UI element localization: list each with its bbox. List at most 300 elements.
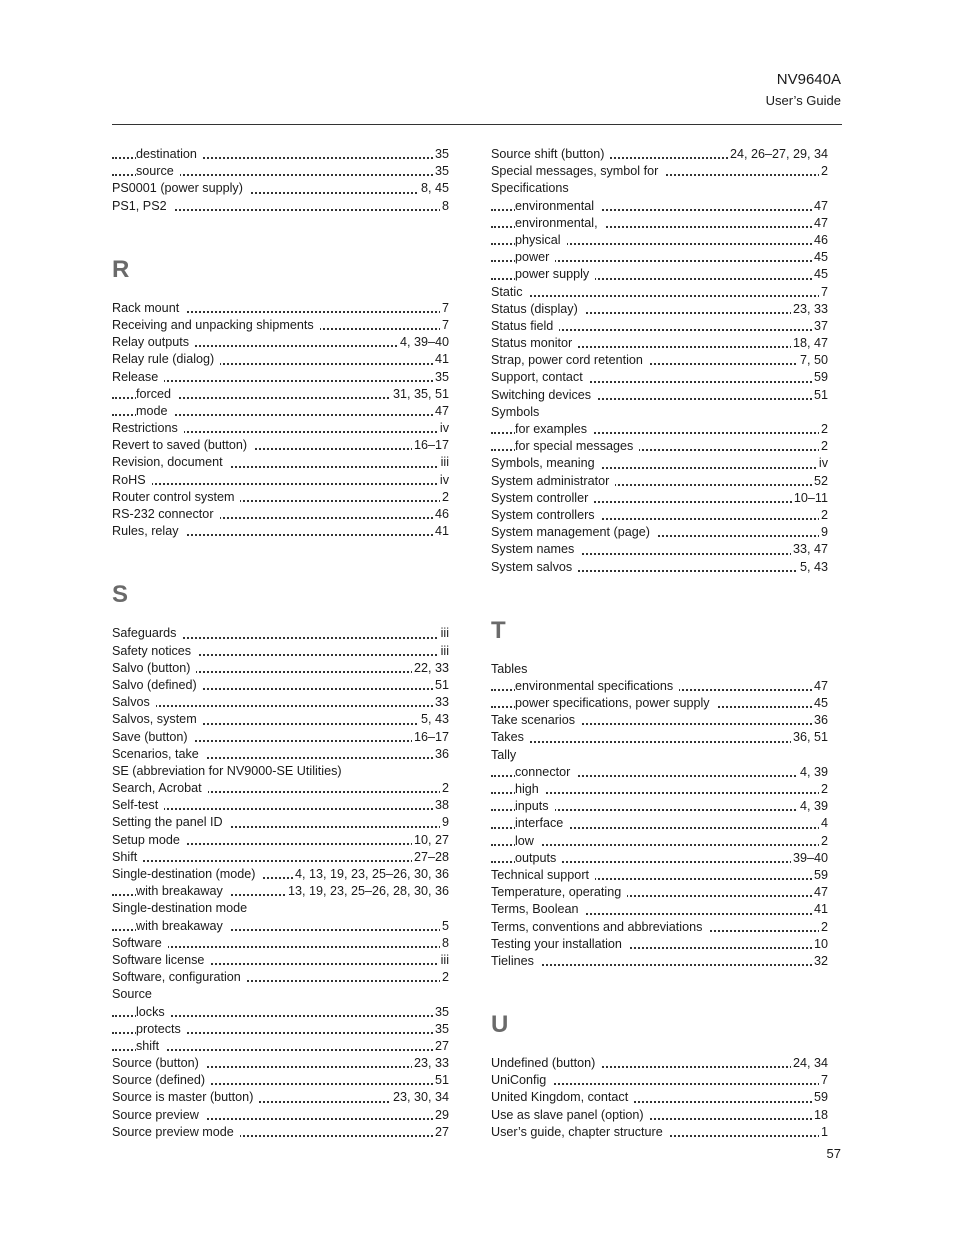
page-reference: 10, 27 [412, 832, 449, 849]
index-subentry [491, 438, 828, 455]
index-entry [112, 729, 449, 746]
page-reference: 35 [433, 146, 449, 163]
index-term: Relay outputs [112, 335, 195, 349]
index-term: source [136, 164, 180, 178]
index-term: Use as slave panel (option) [491, 1108, 650, 1122]
index-term: PS0001 (power supply) [112, 181, 249, 195]
index-term: Salvo (defined) [112, 678, 203, 692]
index-entry [112, 334, 449, 351]
index-term: Strap, power cord retention [491, 353, 649, 367]
page-reference: 4, 39–40 [398, 334, 449, 351]
index-entry [491, 507, 828, 524]
index-entry [491, 1107, 828, 1124]
index-entry [112, 797, 449, 814]
index-term: Symbols, meaning [491, 456, 601, 470]
index-term: Tables [491, 662, 533, 676]
index-term: destination [136, 147, 203, 161]
index-entry [112, 694, 449, 711]
index-term: Tielines [491, 954, 540, 968]
page-reference: 2 [819, 833, 828, 850]
index-subentry [491, 249, 828, 266]
index-entry [491, 884, 828, 901]
index-entry [491, 301, 828, 318]
index-term: Take scenarios [491, 713, 581, 727]
index-subentry [491, 215, 828, 232]
index-term: Salvos, system [112, 712, 203, 726]
index-entry [112, 472, 449, 489]
index-term: locks [136, 1005, 171, 1019]
index-term: United Kingdom, contact [491, 1090, 634, 1104]
page-reference: 1 [819, 1124, 828, 1141]
index-entry [112, 986, 449, 1003]
index-term: Restrictions [112, 421, 184, 435]
page-reference: 59 [812, 369, 828, 386]
index-term: System administrator [491, 474, 615, 488]
index-term: high [515, 782, 545, 796]
index-subentry [112, 386, 449, 403]
index-entry [112, 198, 449, 215]
index-entry [112, 180, 449, 197]
page-reference: 2 [819, 163, 828, 180]
page-reference: 23, 30, 34 [391, 1089, 449, 1106]
index-term: System management (page) [491, 525, 656, 539]
index-term: Software license [112, 953, 210, 967]
index-entry [491, 369, 828, 386]
index-term: shift [136, 1039, 165, 1053]
index-entry [112, 454, 449, 471]
page-reference: 7 [440, 300, 449, 317]
index-term: User’s guide, chapter structure [491, 1125, 669, 1139]
index-term: PS1, PS2 [112, 199, 173, 213]
index-entry [491, 352, 828, 369]
index-term: Testing your installation [491, 937, 628, 951]
page-reference: 46 [433, 506, 449, 523]
index-term: Symbols [491, 405, 545, 419]
page-reference: 47 [812, 884, 828, 901]
index-term: Revision, document [112, 455, 229, 469]
index-letter-heading: T [491, 616, 506, 644]
index-term: SE (abbreviation for NV9000-SE Utilities) [112, 764, 348, 778]
page-reference: 8 [440, 198, 449, 215]
dot-leader [112, 705, 449, 707]
page-reference: 46 [812, 232, 828, 249]
index-entry [491, 901, 828, 918]
index-entry [112, 437, 449, 454]
dot-leader [491, 741, 828, 743]
index-entry [112, 969, 449, 986]
page-reference: iii [439, 952, 449, 969]
page-header [766, 70, 841, 110]
index-entry [112, 369, 449, 386]
page-reference: 7 [819, 1072, 828, 1089]
index-term: System names [491, 542, 580, 556]
index-entry [112, 317, 449, 334]
page-reference: 41 [433, 351, 449, 368]
section-gap [112, 615, 449, 625]
index-subentry [491, 833, 828, 850]
index-term: Setting the panel ID [112, 815, 229, 829]
page-reference: 2 [440, 969, 449, 986]
page-reference: 39–40 [791, 850, 828, 867]
page-reference: 59 [812, 867, 828, 884]
index-term: outputs [515, 851, 562, 865]
page-reference: iii [439, 625, 449, 642]
index-entry [491, 1124, 828, 1141]
page-reference: 47 [812, 678, 828, 695]
index-entry [491, 729, 828, 746]
index-entry [112, 1107, 449, 1124]
index-subentry [491, 815, 828, 832]
index-entry [491, 936, 828, 953]
section-gap [112, 215, 449, 250]
index-column-right [491, 146, 828, 1141]
page-reference: 5, 43 [798, 559, 828, 576]
index-term: Source (defined) [112, 1073, 211, 1087]
page-reference: 2 [819, 781, 828, 798]
index-entry [491, 524, 828, 541]
index-entry [491, 335, 828, 352]
index-entry [112, 506, 449, 523]
index-term: low [515, 834, 540, 848]
index-subentry [112, 1038, 449, 1055]
index-letter-heading: S [112, 581, 129, 609]
index-term: Safety notices [112, 644, 197, 658]
page-reference: 2 [819, 421, 828, 438]
index-term: Single-destination mode [112, 901, 253, 915]
dot-leader [491, 964, 828, 966]
page-reference: 2 [819, 438, 828, 455]
index-entry [112, 849, 449, 866]
index-term: Revert to saved (button) [112, 438, 253, 452]
index-entry [112, 677, 449, 694]
index-term: environmental [515, 199, 600, 213]
page-reference: 8, 45 [419, 180, 449, 197]
dot-leader [112, 860, 449, 862]
index-entry [112, 1124, 449, 1141]
page-reference: iv [817, 455, 828, 472]
index-entry [491, 1072, 828, 1089]
index-column-left [112, 146, 449, 1141]
page-reference: 27 [433, 1038, 449, 1055]
page-reference: 35 [433, 369, 449, 386]
index-entry [491, 473, 828, 490]
index-term: Single-destination (mode) [112, 867, 262, 881]
index-entry [112, 1072, 449, 1089]
index-term: Router control system [112, 490, 240, 504]
page-reference: 36 [433, 746, 449, 763]
page-reference: 7 [440, 317, 449, 334]
index-term: physical [515, 233, 567, 247]
index-subentry [491, 232, 828, 249]
index-term: Self-test [112, 798, 164, 812]
index-entry [491, 387, 828, 404]
page-reference: 23, 33 [791, 301, 828, 318]
index-subentry [491, 266, 828, 283]
index-term: power [515, 250, 555, 264]
page-reference: 33, 47 [791, 541, 828, 558]
index-entry [112, 814, 449, 831]
section-gap [491, 970, 828, 1005]
page-reference: 33 [433, 694, 449, 711]
page-reference: 4 [819, 815, 828, 832]
index-term: Technical support [491, 868, 595, 882]
index-subentry [491, 198, 828, 215]
page-reference: iv [438, 472, 449, 489]
index-subentry [491, 850, 828, 867]
index-entry [112, 900, 449, 917]
page-reference: iii [439, 454, 449, 471]
page-reference: 24, 34 [791, 1055, 828, 1072]
index-subentry [112, 883, 449, 900]
index-entry [112, 832, 449, 849]
page-reference: 51 [812, 387, 828, 404]
index-letter-heading: R [112, 255, 130, 283]
index-term: with breakaway [136, 919, 229, 933]
index-term: for examples [515, 422, 593, 436]
index-term: for special messages [515, 439, 639, 453]
page-reference: 4, 39 [798, 764, 828, 781]
index-term: Software, configuration [112, 970, 247, 984]
index-term: Undefined (button) [491, 1056, 601, 1070]
index-subentry [112, 146, 449, 163]
index-term: Status monitor [491, 336, 578, 350]
page-reference: 2 [819, 507, 828, 524]
index-term: System controller [491, 491, 594, 505]
index-term: Status (display) [491, 302, 584, 316]
page-reference: 31, 35, 51 [391, 386, 449, 403]
page-reference: 13, 19, 23, 25–26, 28, 30, 36 [286, 883, 449, 900]
index-entry [491, 1055, 828, 1072]
page-reference: 47 [812, 215, 828, 232]
page-reference: iii [439, 643, 449, 660]
page-reference: 2 [819, 919, 828, 936]
page-reference: 45 [812, 695, 828, 712]
index-subentry [112, 1004, 449, 1021]
header-divider [112, 124, 842, 125]
index-subentry [112, 163, 449, 180]
page-reference: 2 [440, 780, 449, 797]
page-reference: 5 [440, 918, 449, 935]
page-reference: 37 [812, 318, 828, 335]
page-reference: 36, 51 [791, 729, 828, 746]
page-reference: 7, 50 [798, 352, 828, 369]
index-term: RS-232 connector [112, 507, 220, 521]
index-term: Specifications [491, 181, 575, 195]
index-entry [112, 625, 449, 642]
index-entry [491, 559, 828, 576]
index-term: forced [136, 387, 177, 401]
index-subentry [491, 421, 828, 438]
index-term: Relay rule (dialog) [112, 352, 220, 366]
page-reference: 29 [433, 1107, 449, 1124]
index-entry [112, 780, 449, 797]
dot-leader [491, 844, 828, 846]
index-term: Source preview mode [112, 1125, 240, 1139]
page-reference: 36 [812, 712, 828, 729]
document-subtitle: User’s Guide [765, 93, 841, 108]
index-term: Status field [491, 319, 559, 333]
index-subentry [491, 678, 828, 695]
index-term: Static [491, 285, 529, 299]
page-reference: 35 [433, 163, 449, 180]
index-term: environmental, [515, 216, 604, 230]
page-reference: 2 [440, 489, 449, 506]
page-reference: 4, 39 [798, 798, 828, 815]
index-entry [491, 163, 828, 180]
page-reference: 35 [433, 1021, 449, 1038]
page-reference: 16–17 [412, 437, 449, 454]
page-reference: 27–28 [412, 849, 449, 866]
index-subentry [491, 781, 828, 798]
page-reference: 18, 47 [791, 335, 828, 352]
index-term: Save (button) [112, 730, 194, 744]
page-reference: 10 [812, 936, 828, 953]
index-term: Source is master (button) [112, 1090, 259, 1104]
page-reference: 24, 26–27, 29, 34 [728, 146, 828, 163]
index-entry [491, 867, 828, 884]
index-entry [112, 643, 449, 660]
page-reference: 18 [812, 1107, 828, 1124]
page-reference: 16–17 [412, 729, 449, 746]
page-reference: iv [438, 420, 449, 437]
section-gap [112, 540, 449, 575]
index-term: Special messages, symbol for [491, 164, 664, 178]
page-reference: 32 [812, 953, 828, 970]
page-reference: 38 [433, 797, 449, 814]
index-entry [491, 661, 828, 678]
page-reference: 7 [819, 284, 828, 301]
index-term: Support, contact [491, 370, 589, 384]
page-reference: 5, 43 [419, 711, 449, 728]
index-entry [491, 953, 828, 970]
index-term: Source [112, 987, 158, 1001]
index-entry [112, 1055, 449, 1072]
index-entry [112, 866, 449, 883]
index-term: Safeguards [112, 626, 182, 640]
index-entry [491, 490, 828, 507]
index-entry [112, 935, 449, 952]
dot-leader [491, 295, 828, 297]
index-term: Takes [491, 730, 530, 744]
index-entry [491, 318, 828, 335]
page-reference: 23, 33 [412, 1055, 449, 1072]
index-entry [112, 660, 449, 677]
index-term: power supply [515, 267, 595, 281]
index-entry [112, 711, 449, 728]
page-reference: 52 [812, 473, 828, 490]
page-reference: 47 [433, 403, 449, 420]
page-reference: 10–11 [792, 490, 828, 507]
index-entry [491, 180, 828, 197]
index-entry [491, 284, 828, 301]
page-reference: 9 [819, 524, 828, 541]
index-entry [112, 952, 449, 969]
index-subentry [491, 695, 828, 712]
page-reference: 8 [440, 935, 449, 952]
index-term: System salvos [491, 560, 578, 574]
index-subentry [112, 1021, 449, 1038]
index-term: Receiving and unpacking shipments [112, 318, 320, 332]
page-reference: 45 [812, 249, 828, 266]
index-term: power specifications, power supply [515, 696, 716, 710]
index-entry [112, 489, 449, 506]
page-number: 57 [826, 1146, 841, 1161]
index-term: connector [515, 765, 576, 779]
document-title: NV9640A [776, 71, 841, 88]
index-term: System controllers [491, 508, 601, 522]
section-gap [112, 290, 449, 300]
page-reference: 9 [440, 814, 449, 831]
index-letter-heading: U [491, 1011, 509, 1039]
index-term: Release [112, 370, 164, 384]
index-term: Scenarios, take [112, 747, 205, 761]
index-entry [491, 919, 828, 936]
index-term: Switching devices [491, 388, 597, 402]
index-entry [112, 763, 449, 780]
index-entry [491, 541, 828, 558]
index-subentry [112, 403, 449, 420]
index-term: mode [136, 404, 174, 418]
index-entry [112, 420, 449, 437]
page-reference: 22, 33 [412, 660, 449, 677]
page-reference: 27 [433, 1124, 449, 1141]
index-term: inputs [515, 799, 555, 813]
index-entry [491, 747, 828, 764]
index-term: Terms, Boolean [491, 902, 585, 916]
index-entry [112, 523, 449, 540]
index-subentry [491, 764, 828, 781]
page-reference: 41 [812, 901, 828, 918]
page-reference: 4, 13, 19, 23, 25–26, 30, 36 [293, 866, 449, 883]
index-subentry [112, 918, 449, 935]
index-entry [491, 1089, 828, 1106]
page-reference: 41 [433, 523, 449, 540]
index-term: Rack mount [112, 301, 185, 315]
index-term: Temperature, operating [491, 885, 627, 899]
index-entry [491, 455, 828, 472]
index-entry [491, 146, 828, 163]
index-term: Tally [491, 748, 522, 762]
page-reference: 35 [433, 1004, 449, 1021]
index-term: Terms, conventions and abbreviations [491, 920, 708, 934]
index-term: with breakaway [136, 884, 229, 898]
index-term: Rules, relay [112, 524, 185, 538]
index-term: Source (button) [112, 1056, 205, 1070]
index-term: Software [112, 936, 168, 950]
index-term: protects [136, 1022, 187, 1036]
section-gap [491, 576, 828, 611]
index-term: Search, Acrobat [112, 781, 208, 795]
page-reference: 51 [433, 1072, 449, 1089]
index-entry [491, 712, 828, 729]
dot-leader [112, 483, 449, 485]
page-reference: 51 [433, 677, 449, 694]
index-entry [112, 300, 449, 317]
index-term: RoHS [112, 473, 152, 487]
index-term: Shift [112, 850, 143, 864]
index-term: Salvo (button) [112, 661, 196, 675]
index-entry [491, 404, 828, 421]
page-reference: 59 [812, 1089, 828, 1106]
index-term: Salvos [112, 695, 156, 709]
section-gap [491, 1045, 828, 1055]
index-term: Source shift (button) [491, 147, 610, 161]
index-entry [112, 1089, 449, 1106]
index-term: Setup mode [112, 833, 186, 847]
index-term: environmental specifications [515, 679, 679, 693]
index-term: UniConfig [491, 1073, 552, 1087]
index-term: Source preview [112, 1108, 205, 1122]
